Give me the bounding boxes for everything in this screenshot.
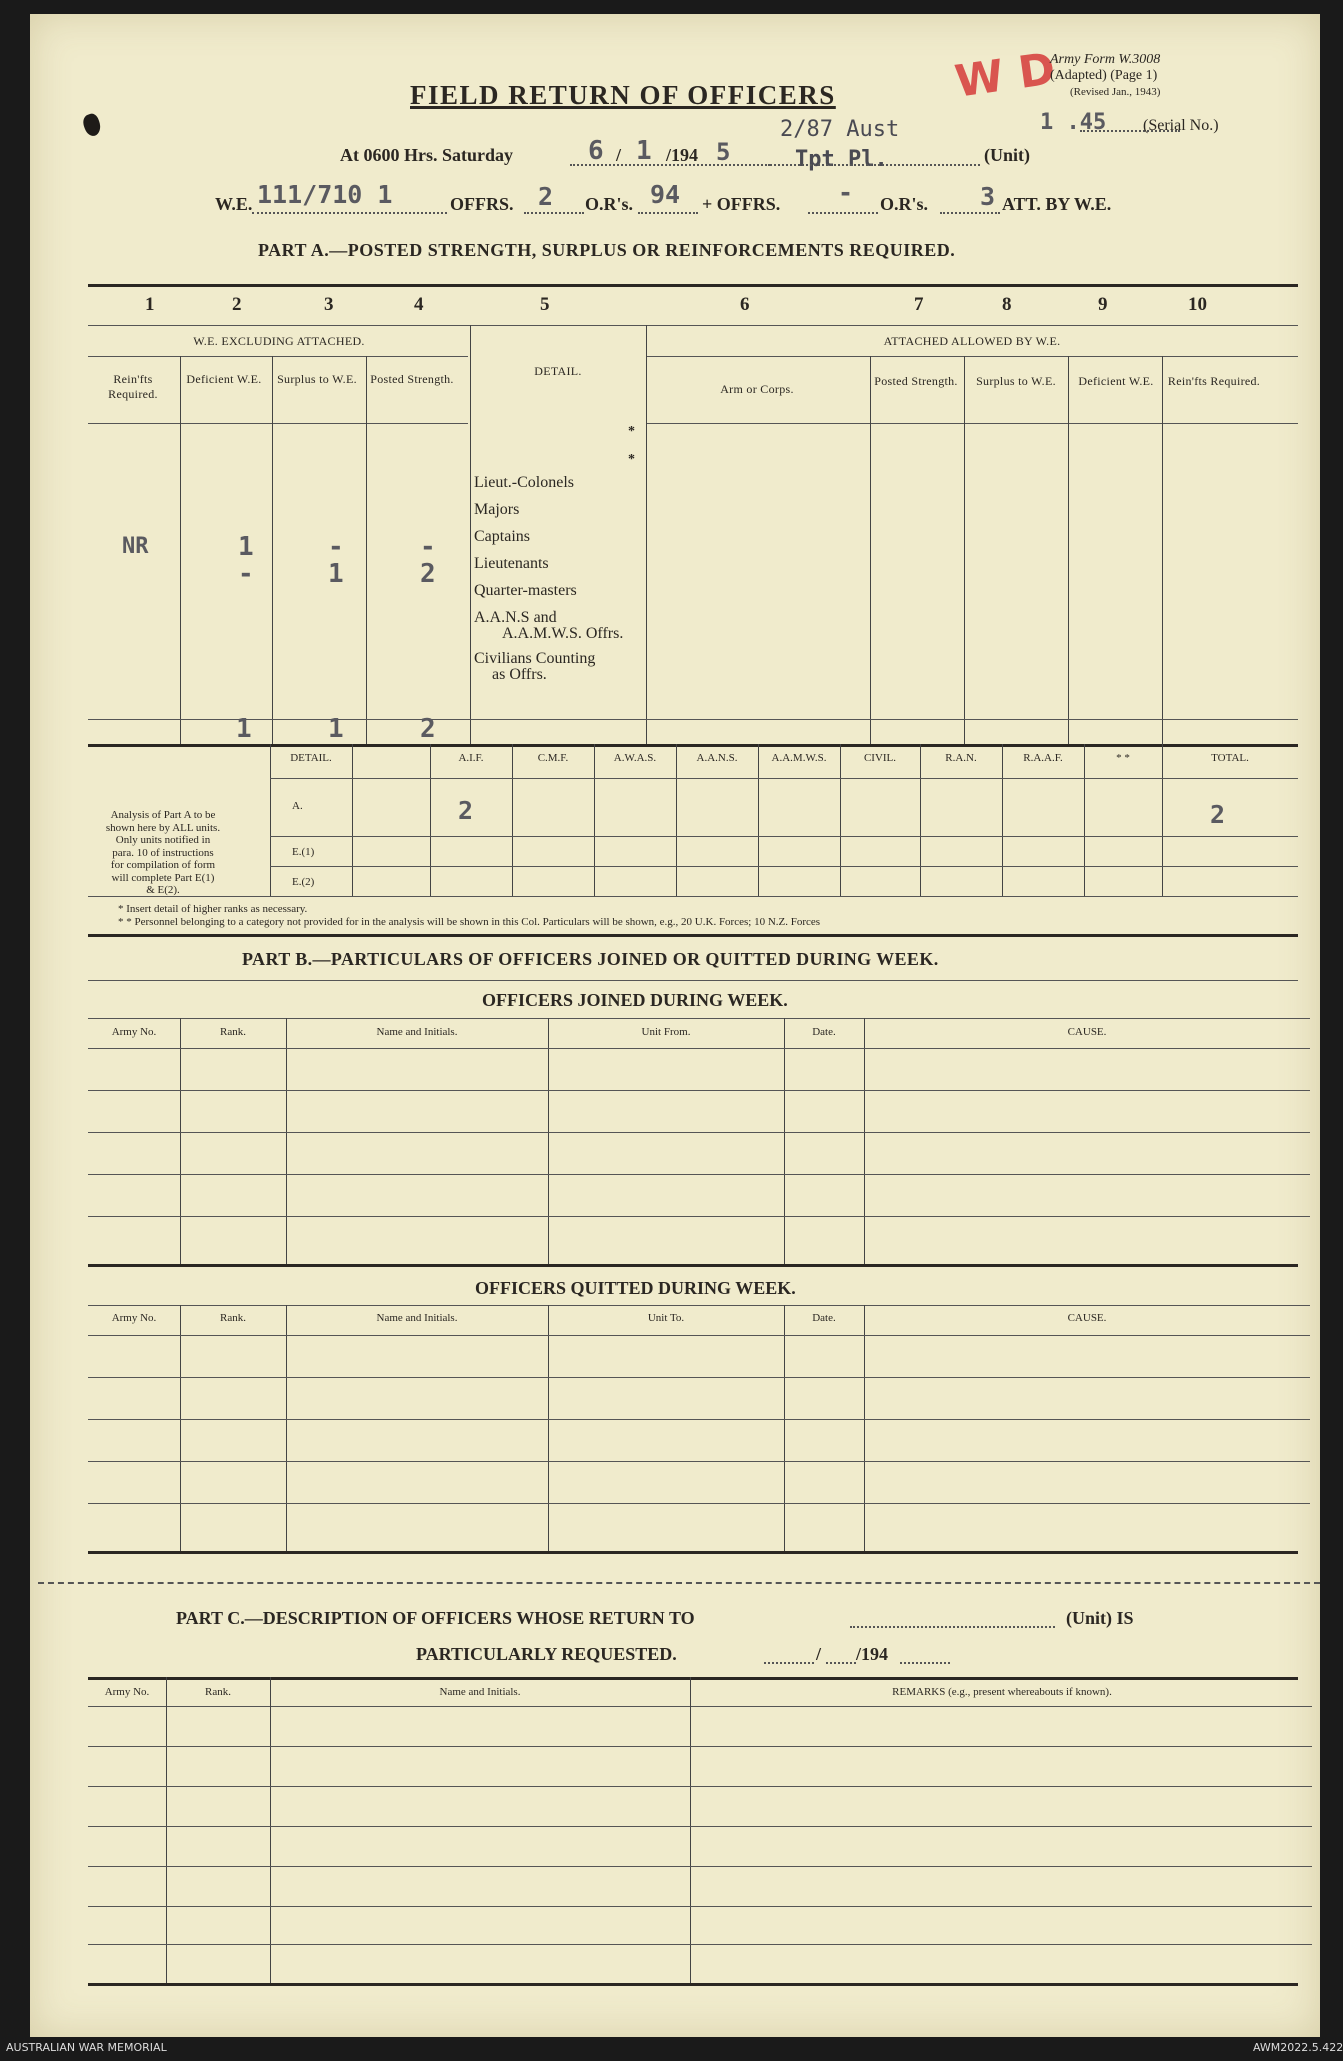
rank-captains: Captains: [474, 528, 530, 545]
unit-line2: Tpt Pl.: [795, 147, 888, 172]
rank-aans: A.A.N.S and: [474, 609, 557, 626]
rank-quartermasters: Quarter-masters: [474, 582, 577, 599]
offrs-dots: [524, 212, 584, 214]
vrule: [270, 744, 271, 896]
joined-row-line: [88, 1216, 1310, 1217]
vrule: [166, 1677, 167, 1983]
rule: [270, 866, 1298, 867]
part-a-title: PART A.—POSTED STRENGTH, SURPLUS OR REINFORCEMENTS REQUIRED.: [258, 240, 956, 260]
entry-lieut-surplus: 1: [328, 559, 344, 589]
quitted-hdr-army-no: Army No.: [111, 1312, 157, 1324]
asterisk: *: [628, 424, 635, 439]
an-hdr-raaf: R.A.A.F.: [1023, 752, 1063, 764]
pc-row-line: [88, 1906, 1312, 1907]
an-hdr-detail: DETAIL.: [290, 752, 332, 764]
vrule: [180, 1018, 181, 1264]
hdr-deficient: Deficient W.E.: [186, 372, 262, 386]
serial-label: (Serial No.): [1143, 117, 1219, 134]
joined-row-line: [88, 1048, 1310, 1049]
vrule: [1068, 356, 1069, 744]
part-c-date-sep: /: [816, 1644, 822, 1664]
rule: [88, 1305, 1310, 1306]
plus-offrs-value: -: [838, 178, 854, 207]
pc-row-line: [88, 1944, 1312, 1945]
unit-line1: 2/87 Aust: [780, 117, 900, 142]
an-row-e1: E.(1): [292, 846, 315, 858]
vrule: [1162, 356, 1163, 744]
footer-left: AUSTRALIAN WAR MEMORIAL: [6, 2041, 167, 2054]
vrule: [646, 325, 647, 744]
ors-label: O.R's.: [585, 194, 634, 214]
quitted-row-line: [88, 1419, 1310, 1420]
rule: [88, 1706, 1312, 1707]
pc-hdr-remarks: REMARKS (e.g., present whereabouts if known).: [892, 1686, 1112, 1698]
rank-as-offrs: as Offrs.: [492, 666, 547, 683]
vrule: [272, 356, 273, 744]
rule: [646, 356, 1298, 357]
rank-lt-colonels: Lieut.-Colonels: [474, 474, 574, 491]
vrule: [964, 356, 965, 744]
part-c-unit-dots: [850, 1626, 1055, 1628]
vrule: [864, 1018, 865, 1264]
entry-captains-deficient: 1: [238, 532, 254, 562]
vrule: [286, 1018, 287, 1264]
an-total-value: 2: [1210, 800, 1226, 829]
form-adapted: (Adapted) (Page 1): [1050, 68, 1158, 83]
rank-majors: Majors: [474, 501, 520, 518]
quitted-hdr-rank: Rank.: [220, 1312, 246, 1324]
footnote-1: * Insert detail of higher ranks as necessary.: [118, 903, 308, 915]
offrs-label: OFFRS.: [450, 194, 514, 214]
col-num-2: 2: [232, 294, 242, 315]
date-sep1: /: [616, 145, 622, 165]
part-c-year-dots: [900, 1662, 950, 1664]
vrule: [758, 744, 759, 896]
ors-dots: [638, 212, 698, 214]
total-deficient: 1: [236, 714, 252, 744]
part-a-top-rule: [88, 284, 1298, 287]
an-hdr-aif: A.I.F.: [458, 752, 484, 764]
pc-hdr-rank: Rank.: [205, 1686, 231, 1698]
red-handwritten-mark: W D: [951, 43, 1059, 108]
part-c-bottom-rule: [88, 1983, 1298, 1986]
part-c-line1: PART C.—DESCRIPTION OF OFFICERS WHOSE RETURN TO: [176, 1608, 695, 1628]
date-day: 6: [588, 136, 604, 166]
rank-civilians: Civilians Counting: [474, 650, 596, 667]
hdr-att-surplus: Surplus to W.E.: [976, 374, 1056, 388]
entry-captains-posted: -: [420, 532, 436, 562]
joined-hdr-name: Name and Initials.: [376, 1026, 458, 1038]
joined-row-line: [88, 1174, 1310, 1175]
joined-row-line: [88, 1132, 1310, 1133]
vrule: [548, 1305, 549, 1551]
rule: [270, 778, 1298, 779]
col-num-6: 6: [740, 294, 750, 315]
an-hdr-aamws: A.A.M.W.S.: [771, 752, 827, 764]
date-year-suffix: 5: [716, 138, 731, 166]
joined-hdr-army-no: Army No.: [111, 1026, 157, 1038]
form-sheet: FIELD RETURN OF OFFICERS W D Army Form W.3008 (Adapted) (Page 1) (Revised Jan., 1943) 1 .45 (Serial No.) At 0600 Hrs. Saturday 6 / 1 /194 5 2/87 Aust Tpt Pl. (Unit) W.E. 111/710 1 OFFRS. 2 O.R's. 94 + OFFRS. - O.R's. 3 ATT. BY W.E. PART A.—POSTED STRENGTH, SURPLUS OR REINFORCEMENTS REQUIRED. 1 2 3 4 5 6 7 8 9 10 W.E. EXCLUDING ATTACHED. ATTACHED ALLOWED BY W.E. Rein'fts Required. Deficient W.E. Surplus to W.E. Posted Strength. DETAIL. Arm or Corps. Posted Strength. Surplus to W.E. Deficient W.E. Rein'fts Required. Lieut.-Colonels Majors Captains Lieutenants Quarter-masters A.A.N.S and A.A.M.W.S. Offrs. Civilians Counting as Offrs. * * NR 1 - - - 1 2 1 1 2 Analysis of Part A to be shown here by ALL units. Only units notified in para. 10 of instructions for compilation of form will complete Part E(1) & E(2). DETAIL. A.I.F. C.M.F. A.W.A.S. A.A.N.S. A.A.M.W.S. CIVIL. R.A.N. R.A.A.F. * * TOTAL. A. E.(1) E.(2) 2 2 * Insert detail of higher ranks as necessary. * * Personnel belonging to a category not provided for in the analysis will be shown in this Col. Particulars will be shown, e.g., 20 U.K. Forces; 10 N.Z. Forces PART B.—PARTICULARS OF OFFICERS JOINED OR QUITTED DURING WEEK. OFFICERS JOINED DURING WEEK. Army No. Rank. Name and Initials. Unit From. Date. CAUSE. OFFICERS QUITTED DURING WEEK. Army No. Rank. Name and Initials. Unit To. Date. CAUSE. PART C.—DESCRIPTION OF OFFICERS WHOSE RETURN TO (Unit) IS PARTICULARLY REQUESTED. / /194 Army No. Rank. Name and Initials. REMARKS (e.g., present whereabouts if known).: [30, 14, 1320, 2037]
at-label: At 0600 Hrs. Saturday: [340, 145, 514, 165]
plus-offrs-dots: [808, 212, 878, 214]
att-label: ATT. BY W.E.: [1002, 194, 1112, 214]
vrule: [1002, 744, 1003, 896]
quitted-row-line: [88, 1377, 1310, 1378]
joined-title: OFFICERS JOINED DURING WEEK.: [482, 990, 788, 1010]
vrule: [512, 744, 513, 896]
vrule: [352, 744, 353, 896]
plus-offrs-label: + OFFRS.: [702, 194, 781, 214]
col-num-3: 3: [324, 294, 334, 315]
analysis-note: Analysis of Part A to be shown here by ALL units. Only units notified in para. 10 of instructions for compilation of form will complete Part E(1) & E(2).: [105, 809, 221, 896]
an-hdr-awas: A.W.A.S.: [613, 752, 657, 764]
asterisk: *: [628, 452, 635, 467]
totals-rule: [88, 719, 1298, 720]
vrule: [676, 744, 677, 896]
quitted-row-line: [88, 1503, 1310, 1504]
vrule: [470, 325, 471, 744]
hdr-reinfts: Rein'fts Required.: [108, 372, 158, 401]
part-c-line2: PARTICULARLY REQUESTED.: [416, 1644, 677, 1664]
quitted-hdr-name: Name and Initials.: [376, 1312, 458, 1324]
quitted-hdr-date: Date.: [812, 1312, 836, 1324]
an-hdr-ran: R.A.N.: [945, 752, 977, 764]
rule: [88, 356, 468, 357]
group-right-header: ATTACHED ALLOWED BY W.E.: [883, 334, 1061, 348]
we-dots: [252, 212, 447, 214]
form-revised: (Revised Jan., 1943): [1070, 86, 1161, 98]
vrule: [180, 1305, 181, 1551]
an-row-e2: E.(2): [292, 876, 315, 888]
rank-lieutenants: Lieutenants: [474, 555, 549, 572]
col-num-10: 10: [1188, 294, 1207, 315]
total-posted: 2: [420, 714, 436, 744]
vrule: [870, 356, 871, 744]
quitted-hdr-unit-to: Unit To.: [647, 1312, 685, 1324]
entry-lieut-deficient: -: [238, 559, 254, 589]
rule: [270, 836, 1298, 837]
pc-row-line: [88, 1786, 1312, 1787]
ink-blot: [81, 112, 104, 138]
an-row-a: A.: [292, 800, 303, 812]
pc-row-line: [88, 1866, 1312, 1867]
we-label: W.E.: [215, 194, 253, 214]
joined-hdr-unit-from: Unit From.: [641, 1026, 691, 1038]
form-title: FIELD RETURN OF OFFICERS: [410, 80, 836, 110]
joined-hdr-rank: Rank.: [220, 1026, 246, 1038]
hdr-att-deficient: Deficient W.E.: [1078, 374, 1154, 388]
vrule: [690, 1677, 691, 1983]
rule: [88, 423, 468, 424]
vrule: [286, 1305, 287, 1551]
part-b-top-rule: [88, 934, 1298, 937]
joined-bottom-rule: [88, 1264, 1298, 1267]
perforation-line: [38, 1582, 1320, 1584]
part-c-month-dots: [826, 1662, 856, 1664]
part-c-year: /194: [856, 1644, 889, 1664]
rule: [88, 325, 1298, 326]
vrule: [548, 1018, 549, 1264]
vrule: [864, 1305, 865, 1551]
ors-value: 94: [650, 180, 681, 209]
quitted-title: OFFICERS QUITTED DURING WEEK.: [475, 1278, 796, 1298]
quitted-row-line: [88, 1335, 1310, 1336]
vrule: [1084, 744, 1085, 896]
col-num-1: 1: [145, 294, 155, 315]
col-num-8: 8: [1002, 294, 1012, 315]
vrule: [840, 744, 841, 896]
part-c-unit-label: (Unit) IS: [1066, 1608, 1134, 1628]
an-hdr-aans: A.A.N.S.: [696, 752, 738, 764]
pc-hdr-army-no: Army No.: [104, 1686, 150, 1698]
entry-captains-surplus: -: [328, 532, 344, 562]
joined-hdr-date: Date.: [812, 1026, 836, 1038]
quitted-row-line: [88, 1461, 1310, 1462]
quitted-hdr-cause: CAUSE.: [1067, 1312, 1107, 1324]
col-num-9: 9: [1098, 294, 1108, 315]
quitted-bottom-rule: [88, 1551, 1298, 1554]
rule: [88, 896, 1298, 897]
pc-row-line: [88, 1826, 1312, 1827]
hdr-posted: Posted Strength.: [370, 372, 454, 386]
hdr-att-reinfts: Rein'fts Required.: [1167, 374, 1261, 388]
vrule: [430, 744, 431, 896]
rule: [88, 980, 1298, 981]
offrs-value: 2: [538, 182, 554, 211]
col-num-7: 7: [914, 294, 924, 315]
rule: [646, 423, 1298, 424]
form-number: Army Form W.3008: [1050, 52, 1161, 67]
entry-nr: NR: [122, 534, 149, 559]
ors2-dots: [940, 212, 1000, 214]
joined-hdr-cause: CAUSE.: [1067, 1026, 1107, 1038]
an-hdr-other: * *: [1116, 752, 1130, 764]
part-b-title: PART B.—PARTICULARS OF OFFICERS JOINED OR QUITTED DURING WEEK.: [242, 949, 939, 969]
an-aif-value: 2: [458, 796, 474, 825]
hdr-att-posted: Posted Strength.: [874, 374, 958, 388]
we-value: 111/710 1: [257, 180, 393, 209]
an-hdr-total: TOTAL.: [1211, 752, 1249, 764]
date-year-prefix: 194: [671, 145, 699, 165]
vrule: [270, 1677, 271, 1983]
ors2-label: O.R's.: [880, 194, 929, 214]
part-c-day-dots: [764, 1662, 814, 1664]
vrule: [1162, 744, 1163, 896]
col-num-5: 5: [540, 294, 550, 315]
vrule: [180, 356, 181, 744]
an-hdr-civil: CIVIL.: [863, 752, 897, 764]
entry-lieut-posted: 2: [420, 559, 436, 589]
vrule: [594, 744, 595, 896]
an-hdr-cmf: C.M.F.: [537, 752, 569, 764]
vrule: [784, 1305, 785, 1551]
vrule: [920, 744, 921, 896]
vrule: [366, 356, 367, 744]
pc-hdr-name: Name and Initials.: [439, 1686, 521, 1698]
unit-dots: [770, 164, 980, 166]
hdr-surplus: Surplus to W.E.: [277, 372, 357, 386]
col-num-4: 4: [414, 294, 424, 315]
total-surplus: 1: [328, 714, 344, 744]
footer-right: AWM2022.5.422: [1253, 2041, 1343, 2054]
hdr-arm-corps: Arm or Corps.: [720, 382, 794, 396]
hdr-detail: DETAIL.: [534, 364, 582, 378]
group-left-header: W.E. EXCLUDING ATTACHED.: [193, 334, 365, 348]
pc-row-line: [88, 1746, 1312, 1747]
date-month: 1: [636, 136, 652, 166]
vrule: [784, 1018, 785, 1264]
footnote-2: * * Personnel belonging to a category not provided for in the analysis will be shown in this Col. Particulars will be shown, e.g., 20 U.K. Forces; 10 N.Z. Forces: [118, 916, 821, 928]
unit-label: (Unit): [984, 145, 1030, 165]
serial-value: 1 .45: [1040, 110, 1107, 135]
ors2-value: 3: [980, 182, 996, 211]
rule: [88, 1018, 1310, 1019]
joined-row-line: [88, 1090, 1310, 1091]
rank-aamws: A.A.M.W.S. Offrs.: [502, 625, 624, 642]
